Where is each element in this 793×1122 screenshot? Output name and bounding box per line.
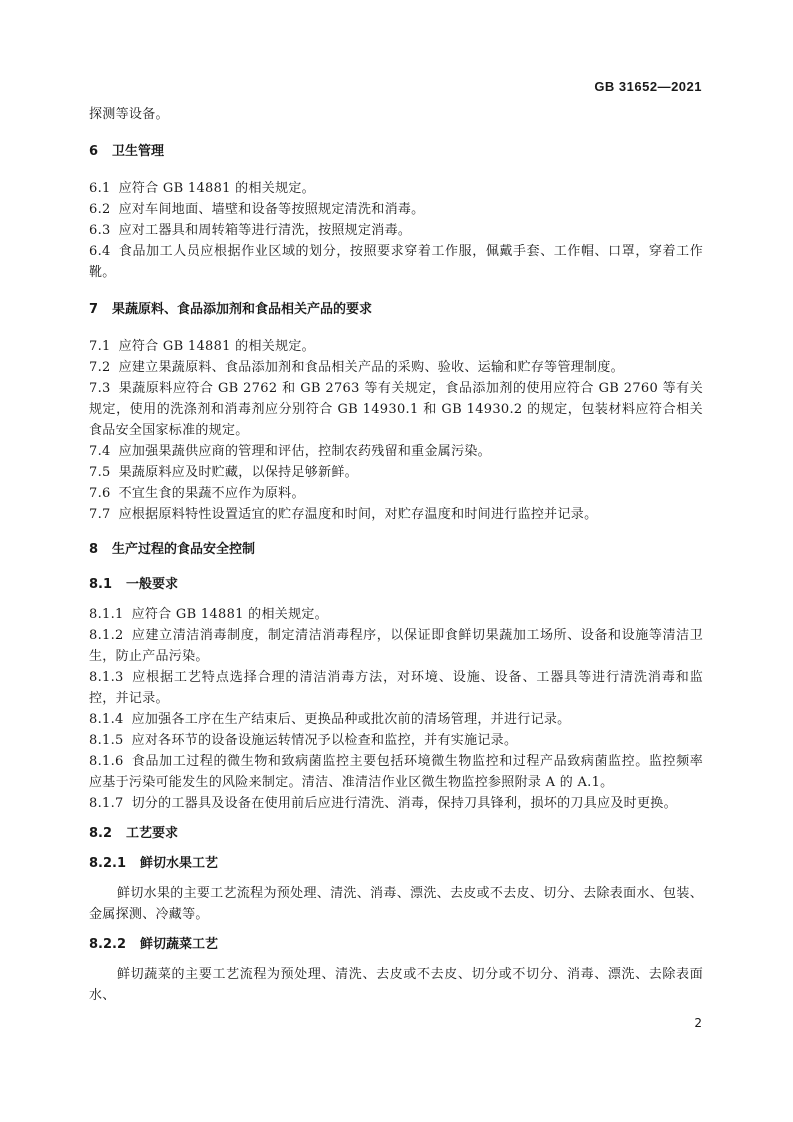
clause-number: 6.3 [89, 223, 111, 238]
clause-number: 7.7 [89, 507, 111, 522]
spacer [89, 955, 703, 964]
spacer [89, 320, 703, 336]
clause-number: 8.2.1 [89, 856, 127, 871]
body-paragraph [89, 883, 703, 925]
clause-paragraph [89, 730, 703, 751]
clause-paragraph [89, 604, 703, 625]
clause-text: 果蔬原料应及时贮藏，以保持足够新鲜。 [118, 465, 358, 480]
clause-text: 应符合 GB 14881 的相关规定。 [118, 181, 315, 196]
clause-paragraph [89, 709, 703, 730]
clause-number: 8.1.5 [89, 733, 124, 748]
clause-number: 6.2 [89, 202, 111, 217]
clause-text: 应建立果蔬原料、食品添加剂和食品相关产品的采购、验收、运输和贮存等管理制度。 [118, 360, 624, 375]
spacer [89, 874, 703, 883]
clause-text: 一般要求 [126, 577, 179, 592]
clause-text: 鲜切蔬菜的主要工艺流程为预处理、清洗、去皮或不去皮、切分或不切分、消毒、漂洗、去除表面水、 [89, 967, 703, 1003]
clause-text: 应符合 GB 14881 的相关规定。 [118, 339, 315, 354]
clause-number: 8.1.6 [89, 754, 124, 769]
clause-paragraph [89, 625, 703, 667]
clause-text: 应符合 GB 14881 的相关规定。 [131, 607, 328, 622]
clause-text: 应对车间地面、墙壁和设备等按照规定清洗和消毒。 [118, 202, 425, 217]
document-body [89, 104, 703, 1006]
clause-number: 8.1.1 [89, 607, 124, 622]
spacer [89, 525, 703, 539]
clause-text: 应加强果蔬供应商的管理和评估，控制农药残留和重金属污染。 [118, 444, 491, 459]
clause-paragraph [89, 104, 703, 125]
spacer [89, 125, 703, 141]
clause-text: 果蔬原料、食品添加剂和食品相关产品的要求 [112, 302, 373, 317]
clause-text: 应对工器具和周转箱等进行清洗，按照规定消毒。 [118, 223, 412, 238]
clause-text: 应加强各工序在生产结束后、更换品种或批次前的清场管理，并进行记录。 [131, 712, 571, 727]
clause-text: 鲜切水果的主要工艺流程为预处理、清洗、消毒、漂洗、去皮或不去皮、切分、去除表面水、包装、金属探测、冷藏等。 [89, 886, 703, 922]
clause-number: 8.1.3 [89, 670, 124, 685]
clause-number: 7.2 [89, 360, 111, 375]
section-heading [89, 141, 703, 162]
spacer [89, 283, 703, 299]
spacer [89, 814, 703, 823]
clause-number: 7.4 [89, 444, 111, 459]
clause-paragraph [89, 220, 703, 241]
clause-number: 7.1 [89, 339, 111, 354]
clause-number: 6.1 [89, 181, 111, 196]
clause-text: 食品加工过程的微生物和致病菌监控主要包括环境微生物监控和过程产品致病菌监控。监控频率应基于污染可能发生的风险来制定。清洁、准清洁作业区微生物监控参照附录 A 的 A.1。 [89, 754, 703, 790]
clause-paragraph [89, 241, 703, 283]
standard-code: GB 31652—2021 [594, 79, 702, 94]
spacer [89, 560, 703, 574]
clause-number: 6 [89, 144, 99, 159]
clause-text: 鲜切蔬菜工艺 [140, 937, 219, 952]
spacer [89, 844, 703, 853]
clause-text: 探测等设备。 [89, 107, 169, 122]
clause-text: 果蔬原料应符合 GB 2762 和 GB 2763 等有关规定，食品添加剂的使用应符合 GB 2760 等有关规定，使用的洗涤剂和消毒剂应分别符合 GB 14930.1 和 GB 14930.2 的规定，包装材料应符合相关食品安全国家标准的规定。 [89, 381, 703, 438]
clause-paragraph [89, 751, 703, 793]
section-heading [89, 934, 703, 955]
clause-number: 7.6 [89, 486, 111, 501]
clause-paragraph [89, 378, 703, 441]
section-heading [89, 853, 703, 874]
clause-text: 食品加工人员应根据作业区域的划分，按照要求穿着工作服，佩戴手套、工作帽、口罩，穿着工作靴。 [89, 244, 703, 280]
clause-number: 8.1.7 [89, 796, 124, 811]
spacer [89, 162, 703, 178]
section-heading [89, 539, 703, 560]
clause-paragraph [89, 504, 703, 525]
clause-paragraph [89, 357, 703, 378]
clause-paragraph [89, 199, 703, 220]
section-heading [89, 823, 703, 844]
clause-paragraph [89, 178, 703, 199]
clause-number: 7 [89, 302, 99, 317]
clause-number: 8.1 [89, 577, 113, 592]
clause-paragraph [89, 793, 703, 814]
page-number: 2 [694, 1016, 702, 1030]
section-heading [89, 574, 703, 595]
clause-number: 8.1.4 [89, 712, 124, 727]
clause-text: 工艺要求 [126, 826, 179, 841]
clause-number: 8.1.2 [89, 628, 124, 643]
clause-text: 应对各环节的设备设施运转情况予以检查和监控，并有实施记录。 [131, 733, 518, 748]
body-paragraph [89, 964, 703, 1006]
spacer [89, 925, 703, 934]
clause-number: 6.4 [89, 244, 111, 259]
spacer [89, 595, 703, 604]
clause-text: 切分的工器具及设备在使用前后应进行清洗、消毒，保持刀具锋利，损坏的刀具应及时更换。 [131, 796, 677, 811]
clause-text: 应根据工艺特点选择合理的清洁消毒方法，对环境、设施、设备、工器具等进行清洗消毒和监控，并记录。 [89, 670, 703, 706]
clause-paragraph [89, 483, 703, 504]
clause-paragraph [89, 441, 703, 462]
clause-text: 应建立清洁消毒制度，制定清洁消毒程序，以保证即食鲜切果蔬加工场所、设备和设施等清洁卫生，防止产品污染。 [89, 628, 703, 664]
clause-number: 7.3 [89, 381, 111, 396]
clause-text: 不宜生食的果蔬不应作为原料。 [118, 486, 305, 501]
clause-text: 鲜切水果工艺 [140, 856, 219, 871]
clause-paragraph [89, 462, 703, 483]
clause-text: 卫生管理 [112, 144, 165, 159]
section-heading [89, 299, 703, 320]
clause-text: 生产过程的食品安全控制 [112, 542, 256, 557]
clause-number: 7.5 [89, 465, 111, 480]
clause-text: 应根据原料特性设置适宜的贮存温度和时间，对贮存温度和时间进行监控并记录。 [118, 507, 598, 522]
clause-number: 8.2 [89, 826, 113, 841]
clause-number: 8 [89, 542, 99, 557]
clause-paragraph [89, 667, 703, 709]
clause-number: 8.2.2 [89, 937, 127, 952]
clause-paragraph [89, 336, 703, 357]
